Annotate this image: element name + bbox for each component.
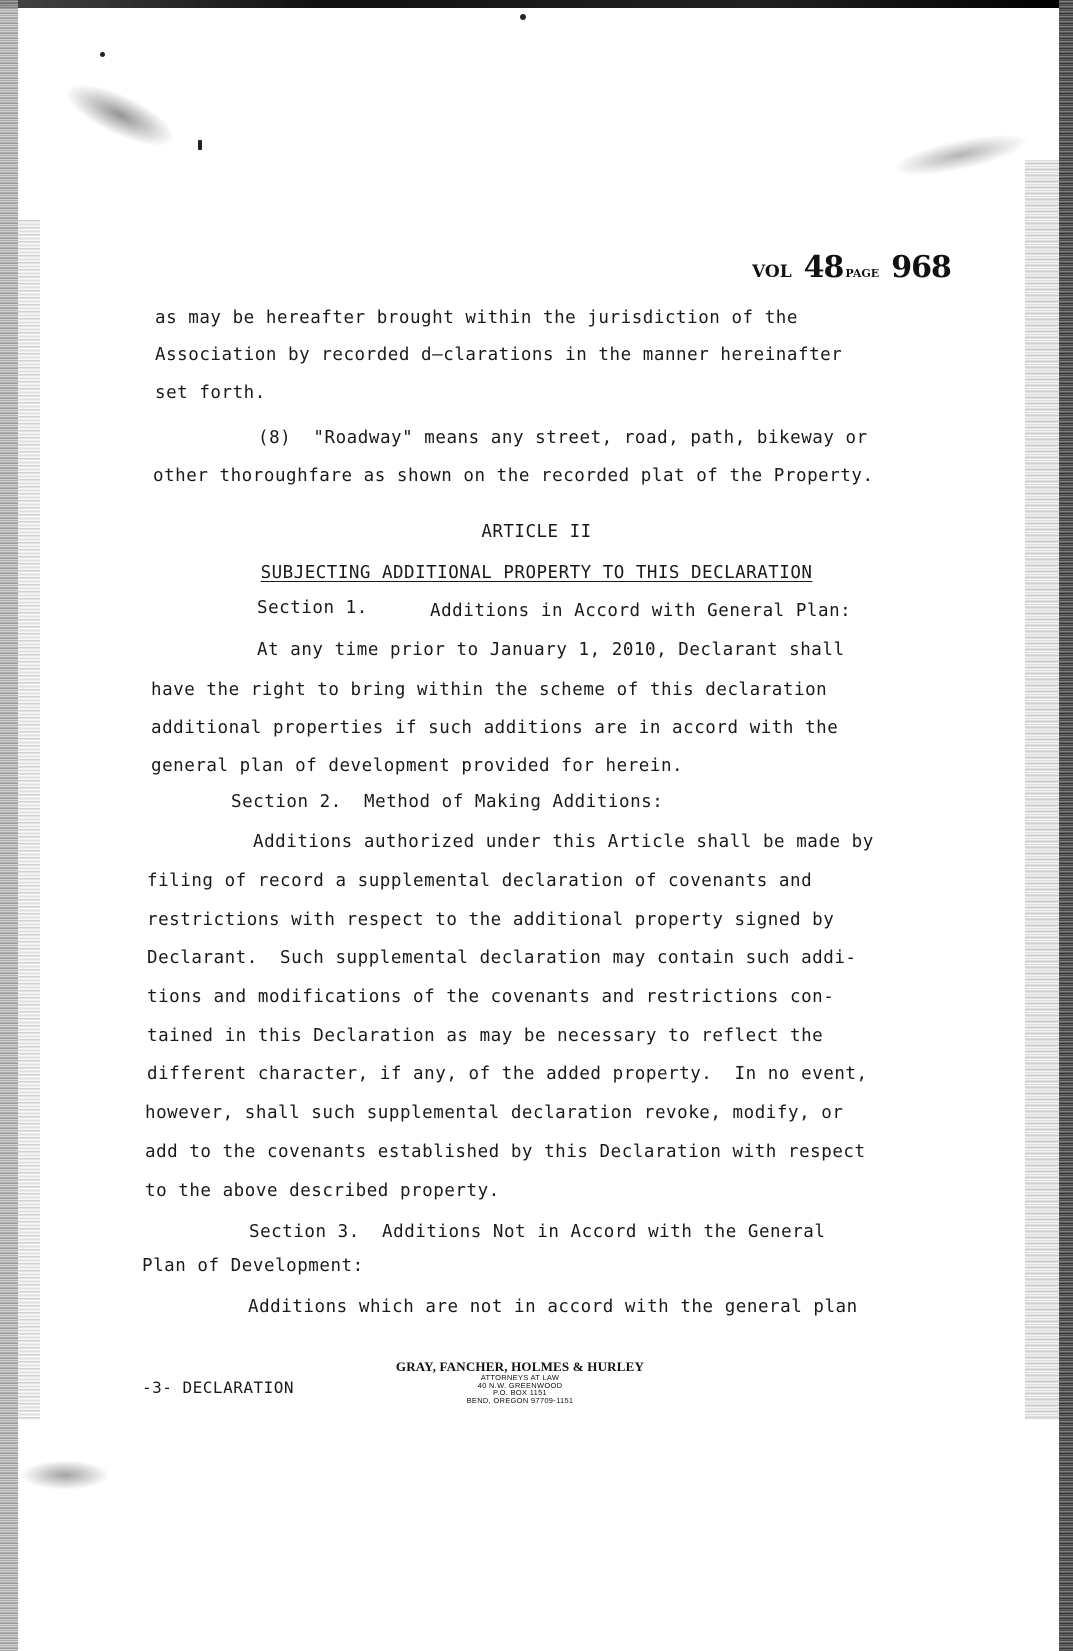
- page-footer-label: -3- DECLARATION: [142, 1378, 294, 1397]
- section-1-line: general plan of development provided for herein.: [151, 756, 684, 776]
- section-2-heading: Section 2. Method of Making Additions:: [231, 792, 664, 812]
- section-1-line: At any time prior to January 1, 2010, Declarant shall: [257, 640, 845, 660]
- section-2-line: add to the covenants established by this Declaration with respect: [145, 1142, 866, 1162]
- section-1-line: have the right to bring within the scheme of this declaration: [151, 680, 828, 700]
- law-firm-line: 40 N.W. GREENWOOD: [477, 1380, 563, 1390]
- law-firm-line: BEND, OREGON 97709-1151: [466, 1396, 574, 1406]
- recording-stamp: [752, 250, 951, 286]
- body-line: set forth.: [155, 383, 266, 403]
- section-2-line: restrictions with respect to the additional property signed by: [147, 910, 835, 930]
- scan-edge-right: [1059, 0, 1073, 1651]
- scan-noise-right: [1025, 160, 1059, 1420]
- section-3-heading: Plan of Development:: [142, 1256, 364, 1276]
- law-firm-name: GRAY, FANCHER, HOLMES & HURLEY: [395, 1359, 645, 1374]
- stamp-page-label: PAGE: [845, 267, 880, 280]
- section-2-line: Additions authorized under this Article shall be made by: [253, 832, 874, 852]
- scan-smudge: [20, 1460, 110, 1490]
- section-2-line: tions and modifications of the covenants and restrictions con-: [147, 987, 835, 1007]
- section-3-line: Additions which are not in accord with the general plan: [248, 1297, 858, 1317]
- article-title: ARTICLE II: [481, 522, 592, 542]
- section-1-number: Section 1.: [257, 598, 368, 618]
- scan-edge-top: [0, 0, 1073, 8]
- body-line: as may be hereafter brought within the jurisdiction of the: [155, 308, 798, 328]
- body-line: Association by recorded d–clarations in the manner hereinafter: [155, 345, 843, 365]
- scan-edge-left: [0, 0, 18, 1651]
- law-firm-line: P.O. BOX 1151: [492, 1388, 548, 1398]
- section-2-line: however, shall such supplemental declaration revoke, modify, or: [145, 1103, 844, 1123]
- law-firm-block: [390, 1360, 650, 1405]
- scan-speck: [100, 52, 105, 57]
- law-firm-line: ATTORNEYS AT LAW: [480, 1372, 560, 1382]
- scan-smudge: [57, 72, 183, 159]
- section-2-line: to the above described property.: [145, 1181, 500, 1201]
- scan-noise-left: [18, 220, 40, 1420]
- scan-speck: [198, 140, 202, 150]
- section-2-line: different character, if any, of the added property. In no event,: [147, 1064, 868, 1084]
- body-line: (8) "Roadway" means any street, road, path, bikeway or: [258, 428, 868, 448]
- article-subtitle: SUBJECTING ADDITIONAL PROPERTY TO THIS DECLARATION: [260, 563, 813, 583]
- section-2-line: Declarant. Such supplemental declaration may contain such addi-: [147, 948, 857, 968]
- stamp-volume-number: 48: [803, 250, 844, 285]
- stamp-volume-label: VOL: [752, 262, 792, 282]
- scan-speck: [520, 14, 526, 20]
- scan-smudge: [888, 126, 1031, 184]
- section-2-line: filing of record a supplemental declaration of covenants and: [147, 871, 813, 891]
- section-1-title: Additions in Accord with General Plan:: [430, 601, 852, 621]
- body-line: other thoroughfare as shown on the recorded plat of the Property.: [153, 466, 874, 486]
- section-2-line: tained in this Declaration as may be necessary to reflect the: [147, 1026, 824, 1046]
- section-3-heading: Section 3. Additions Not in Accord with the General: [249, 1222, 826, 1242]
- stamp-page-number: 968: [891, 250, 951, 285]
- section-1-line: additional properties if such additions are in accord with the: [151, 718, 839, 738]
